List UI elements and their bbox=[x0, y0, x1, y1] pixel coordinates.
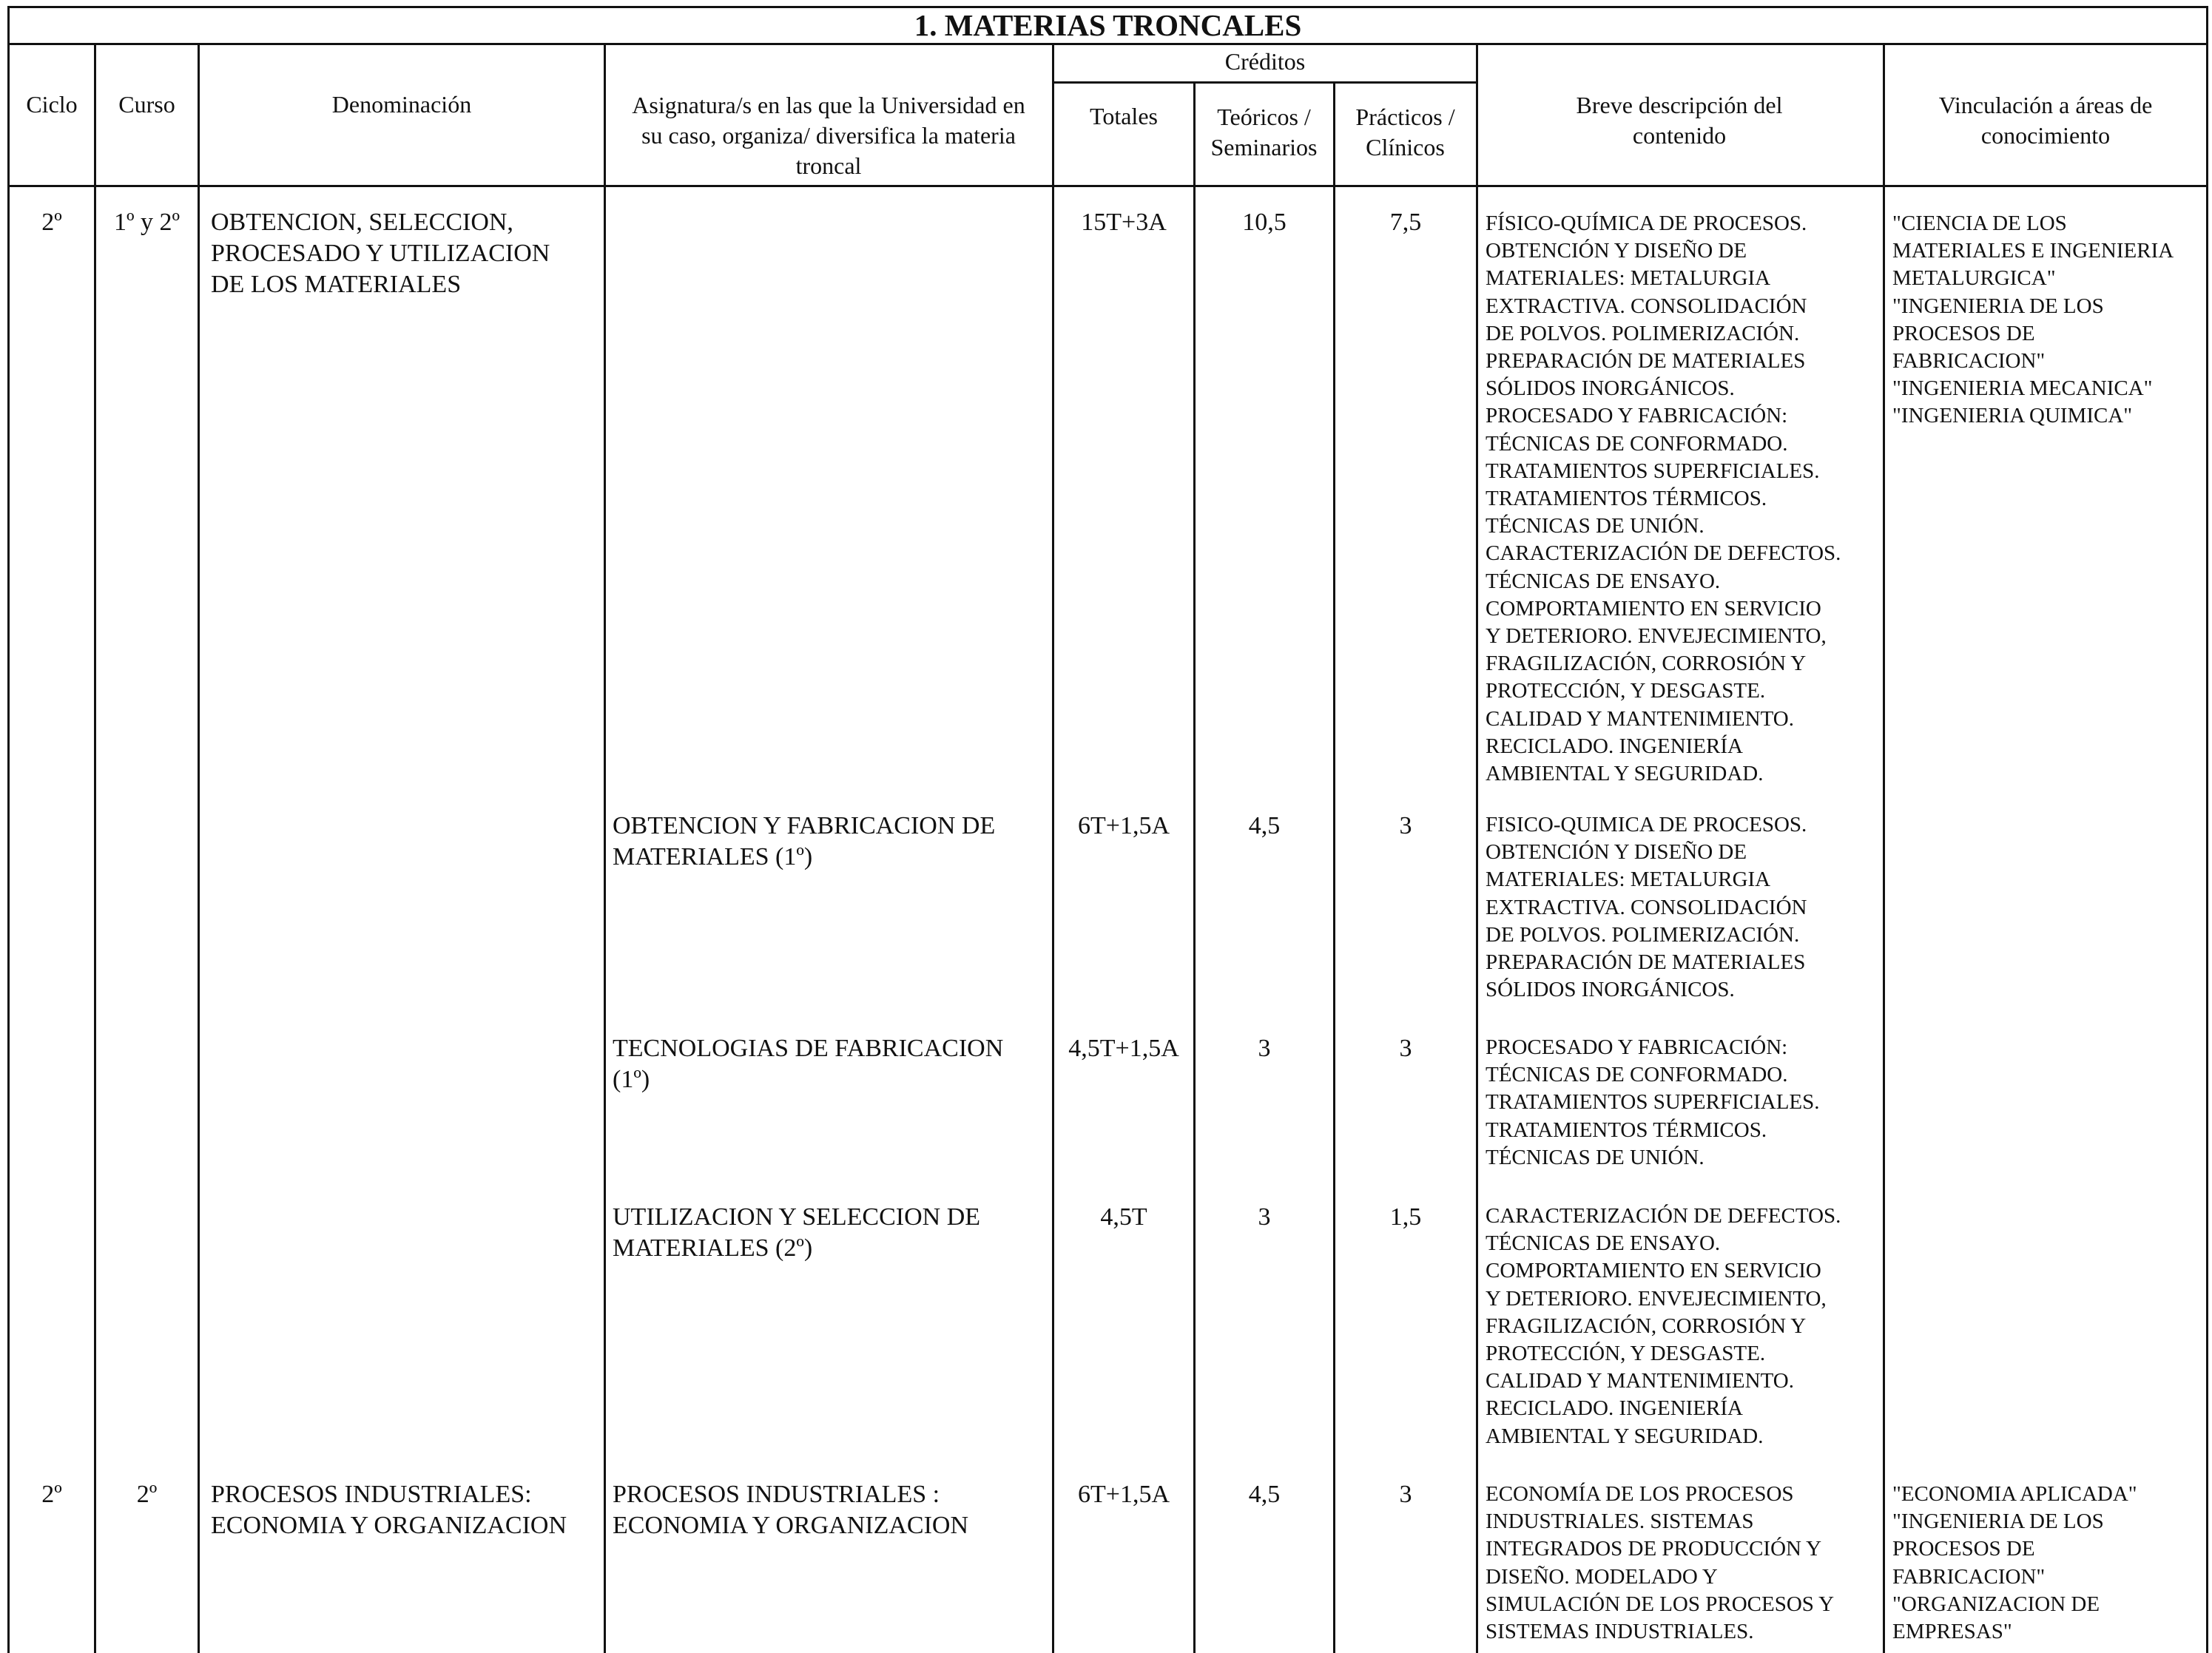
row-vinculacion: "CIENCIA DE LOS MATERIALES E INGENIERIA METALURGICA" "INGENIERIA DE LOS PROCESOS DE FABRICACION" "INGENIERIA MECANICA" "INGENIERIA QUIMICA" bbox=[1892, 212, 2174, 428]
table-left-border bbox=[7, 6, 10, 1653]
row-denominacion: PROCESOS INDUSTRIALES: ECONOMIA Y ORGANIZACION bbox=[211, 1481, 567, 1539]
row-practicos: 3 bbox=[1399, 812, 1412, 839]
row-ciclo: 2º bbox=[41, 1481, 62, 1508]
header-totales: Totales bbox=[1090, 103, 1158, 129]
row-teoricos: 4,5 bbox=[1248, 1481, 1281, 1508]
row-totales: 15T+3A bbox=[1081, 209, 1167, 236]
row-descripcion: ECONOMÍA DE LOS PROCESOS INDUSTRIALES. SISTEMAS INTEGRADOS DE PRODUCCIÓN Y DISEÑO. MODELADO Y SIMULACIÓN DE LOS PROCESOS Y SISTEMAS INDUSTRIALES. bbox=[1486, 1482, 1835, 1644]
col-divider-3 bbox=[604, 43, 606, 1653]
row-teoricos: 3 bbox=[1258, 1203, 1271, 1231]
table-right-border bbox=[2206, 6, 2208, 1653]
row-asignatura: PROCESOS INDUSTRIALES : ECONOMIA Y ORGANIZACION bbox=[613, 1481, 969, 1539]
creditos-divider bbox=[1052, 81, 1477, 84]
header-teoricos: Teóricos / Seminarios bbox=[1210, 104, 1318, 160]
header-asignatura: Asignatura/s en las que la Universidad en su caso, organiza/ diversifica la materia troncal bbox=[632, 92, 1025, 179]
row-descripcion: PROCESADO Y FABRICACIÓN: TÉCNICAS DE CONFORMADO. TRATAMIENTOS SUPERFICIALES. TRATAMIENTOS TÉRMICOS. TÉCNICAS DE UNIÓN. bbox=[1486, 1035, 1820, 1169]
row-ciclo: 2º bbox=[41, 209, 62, 236]
table-title: 1. MATERIAS TRONCALES bbox=[914, 8, 1302, 42]
col-divider-6 bbox=[1333, 81, 1335, 1653]
row-practicos: 7,5 bbox=[1389, 209, 1422, 236]
header-practicos: Prácticos / Clínicos bbox=[1355, 104, 1455, 160]
header-denominacion: Denominación bbox=[331, 91, 472, 118]
row-teoricos: 10,5 bbox=[1242, 209, 1287, 236]
row-totales: 4,5T+1,5A bbox=[1068, 1035, 1179, 1062]
row-teoricos: 4,5 bbox=[1248, 812, 1281, 839]
row-asignatura: OBTENCION Y FABRICACION DE MATERIALES (1º) bbox=[613, 812, 996, 871]
row-totales: 6T+1,5A bbox=[1078, 812, 1170, 839]
row-curso: 1º y 2º bbox=[113, 209, 181, 236]
row-totales: 6T+1,5A bbox=[1078, 1481, 1170, 1508]
row-denominacion: OBTENCION, SELECCION, PROCESADO Y UTILIZACION DE LOS MATERIALES bbox=[211, 209, 550, 298]
header-creditos: Créditos bbox=[1224, 48, 1306, 75]
row-descripcion: FÍSICO-QUÍMICA DE PROCESOS. OBTENCIÓN Y DISEÑO DE MATERIALES: METALURGIA EXTRACTIVA. CONSOLIDACIÓN DE POLVOS. POLIMERIZACIÓN. PREPARACIÓN DE MATERIALES SÓLIDOS INORGÁNICOS. PROCESADO Y FABRICACIÓN: TÉCNICAS DE CONFORMADO. TRATAMIENTOS SUPERFICIALES. TRATAMIENTOS TÉRMICOS. TÉCNICAS DE UNIÓN. CARACTERIZACIÓN DE DEFECTOS. TÉCNICAS DE ENSAYO. COMPORTAMIENTO EN SERVICIO Y DETERIORO. ENVEJECIMIENTO, FRAGILIZACIÓN, CORROSIÓN Y PROTECCIÓN, Y DESGASTE. CALIDAD Y MANTENIMIENTO. RECICLADO. INGENIERÍA AMBIENTAL Y SEGURIDAD. bbox=[1486, 212, 1841, 786]
header-descripcion: Breve descripción del contenido bbox=[1576, 92, 1783, 149]
col-divider-5 bbox=[1193, 81, 1196, 1653]
row-practicos: 3 bbox=[1399, 1481, 1412, 1508]
col-divider-4 bbox=[1052, 43, 1054, 1653]
row-asignatura: UTILIZACION Y SELECCION DE MATERIALES (2º) bbox=[613, 1203, 981, 1262]
title-divider bbox=[7, 43, 2208, 45]
row-practicos: 1,5 bbox=[1389, 1203, 1422, 1231]
row-teoricos: 3 bbox=[1258, 1035, 1271, 1062]
header-bottom-border bbox=[7, 185, 2208, 187]
row-curso: 2º bbox=[136, 1481, 158, 1508]
col-divider-8 bbox=[1883, 43, 1885, 1653]
row-asignatura: TECNOLOGIAS DE FABRICACION (1º) bbox=[613, 1035, 1004, 1093]
row-totales: 4,5T bbox=[1100, 1203, 1147, 1231]
col-divider-7 bbox=[1476, 43, 1478, 1653]
header-curso: Curso bbox=[118, 91, 175, 118]
row-descripcion: CARACTERIZACIÓN DE DEFECTOS. TÉCNICAS DE ENSAYO. COMPORTAMIENTO EN SERVICIO Y DETERIORO. ENVEJECIMIENTO, FRAGILIZACIÓN, CORROSIÓN Y PROTECCIÓN, Y DESGASTE. CALIDAD Y MANTENIMIENTO. RECICLADO. INGENIERÍA AMBIENTAL Y SEGURIDAD. bbox=[1486, 1204, 1841, 1448]
header-vinculacion: Vinculación a áreas de conocimiento bbox=[1938, 92, 2153, 149]
col-divider-1 bbox=[94, 43, 96, 1653]
row-descripcion: FISICO-QUIMICA DE PROCESOS. OBTENCIÓN Y DISEÑO DE MATERIALES: METALURGIA EXTRACTIVA. CONSOLIDACIÓN DE POLVOS. POLIMERIZACIÓN. PREPARACIÓN DE MATERIALES SÓLIDOS INORGÁNICOS. bbox=[1486, 813, 1807, 1002]
row-practicos: 3 bbox=[1399, 1035, 1412, 1062]
header-ciclo: Ciclo bbox=[26, 91, 78, 118]
row-vinculacion: "ECONOMIA APLICADA" "INGENIERIA DE LOS PROCESOS DE FABRICACION" "ORGANIZACION DE EMPRESAS" bbox=[1892, 1482, 2137, 1644]
col-divider-2 bbox=[198, 43, 200, 1653]
